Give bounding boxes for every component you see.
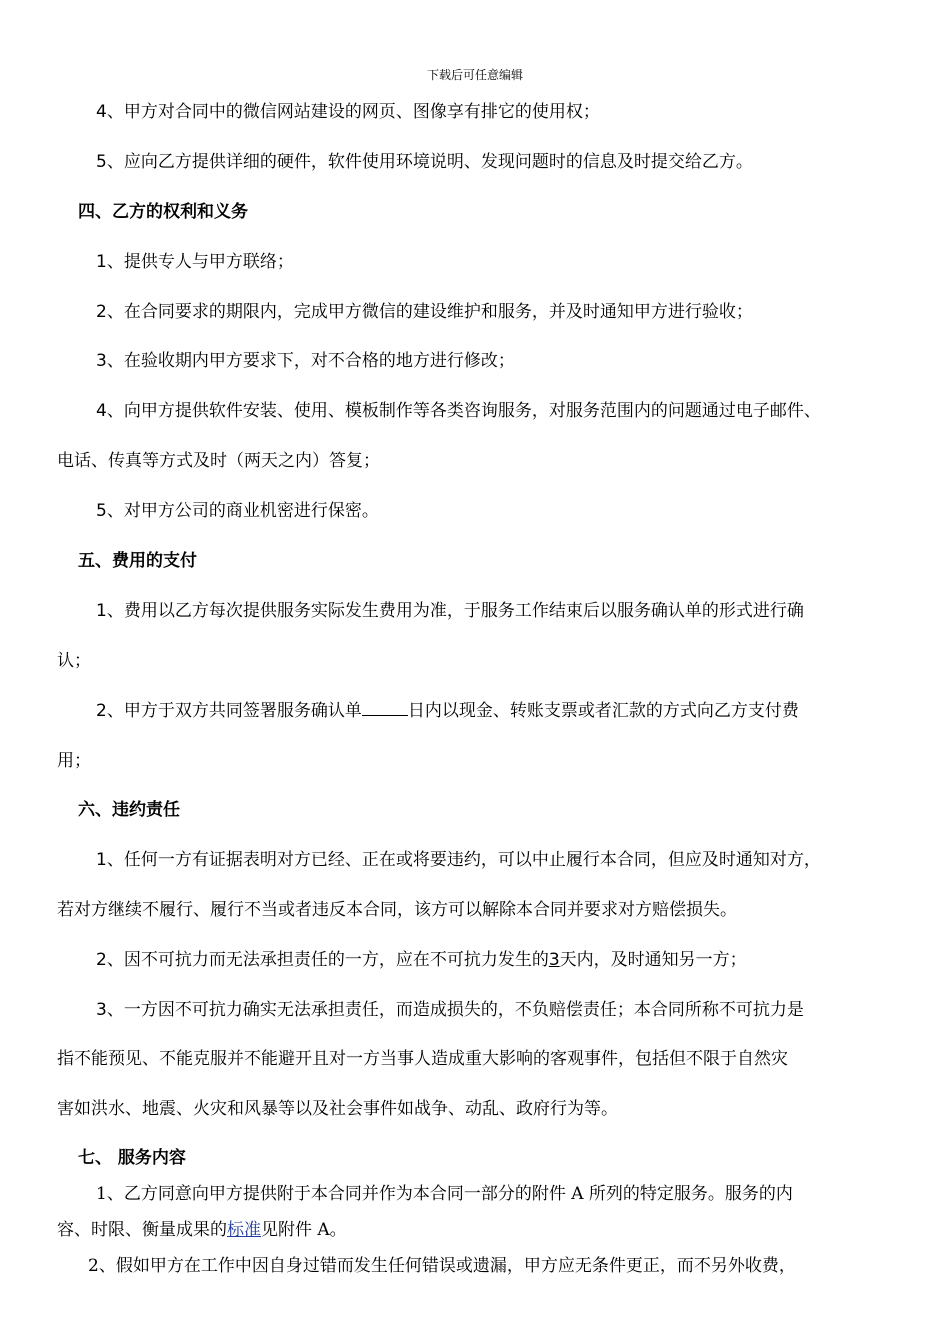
clause-4-4-line2: 电话、传真等方式及时（两天之内）答复； — [57, 451, 380, 471]
clause-6-2 — [96, 948, 747, 972]
clause-7-1-line1: 1、乙方同意向甲方提供附于本合同并作为本合同一部分的附件 A 所列的特定服务。服务的内 — [96, 1184, 793, 1204]
clause-6-1-line2: 若对方继续不履行、履行不当或者违反本合同，该方可以解除本合同并要求对方赔偿损失。 — [57, 900, 737, 920]
clause-6-3-line2: 指不能预见、不能克服并不能避开且对一方当事人造成重大影响的客观事件，包括但不限于自然灾 — [57, 1049, 788, 1069]
section-4-heading: 四、乙方的权利和义务 — [78, 202, 248, 222]
clause-6-3-line3: 害如洪水、地震、火灾和风暴等以及社会事件如战争、动乱、政府行为等。 — [57, 1099, 618, 1119]
section-6-heading: 六、违约责任 — [78, 800, 180, 820]
clause-4-1: 1、提供专人与甲方联络； — [96, 252, 294, 272]
clause-7-2: 2、假如甲方在工作中因自身过错而发生任何错误或遗漏，甲方应无条件更正，而不另外收费， — [88, 1256, 796, 1276]
section-5-heading: 五、费用的支付 — [78, 551, 197, 571]
clause-4-3: 3、在验收期内甲方要求下，对不合格的地方进行修改； — [96, 351, 515, 371]
clause-7-1-text-before: 容、时限、衡量成果的 — [57, 1220, 227, 1240]
standard-link[interactable]: 标准 — [227, 1220, 261, 1240]
clause-3-4: 4、甲方对合同中的微信网站建设的网页、图像享有排它的使用权； — [96, 102, 600, 122]
clause-6-3-line1: 3、一方因不可抗力确实无法承担责任，而造成损失的，不负赔偿责任；本合同所称不可抗力是 — [96, 1000, 804, 1020]
days-blank-field — [362, 699, 408, 716]
clause-5-1-line1: 1、费用以乙方每次提供服务实际发生费用为准，于服务工作结束后以服务确认单的形式进行确 — [96, 601, 804, 621]
clause-5-1-line2: 认； — [57, 651, 91, 671]
page-header: 下载后可任意编辑 — [426, 68, 523, 82]
clause-5-2-line2: 用； — [57, 751, 91, 771]
clause-7-1-text-after: 见附件 A。 — [261, 1220, 347, 1240]
clause-3-5: 5、应向乙方提供详细的硬件，软件使用环境说明、发现问题时的信息及时提交给乙方。 — [96, 152, 753, 172]
clause-4-4-line1: 4、向甲方提供软件安装、使用、模板制作等各类咨询服务，对服务范围内的问题通过电子邮件、 — [96, 401, 821, 421]
section-7-heading: 七、 服务内容 — [78, 1148, 186, 1168]
clause-4-5: 5、对甲方公司的商业机密进行保密。 — [96, 501, 379, 521]
clause-6-1-line1: 1、任何一方有证据表明对方已经、正在或将要违约，可以中止履行本合同，但应及时通知对方， — [96, 850, 821, 870]
clause-6-2-text-before: 2、因不可抗力而无法承担责任的一方，应在不可抗力发生的 — [96, 950, 549, 970]
clause-4-2: 2、在合同要求的期限内，完成甲方微信的建设维护和服务，并及时通知甲方进行验收； — [96, 302, 753, 322]
clause-5-2-text-after: 日内以现金、转账支票或者汇款的方式向乙方支付费 — [407, 701, 799, 721]
clause-5-2-line1 — [96, 699, 799, 723]
days-number: 3 — [548, 950, 560, 970]
clause-6-2-text-after: 天内，及时通知另一方； — [559, 950, 747, 970]
clause-7-1-line2 — [57, 1218, 347, 1242]
clause-5-2-text-before: 2、甲方于双方共同签署服务确认单 — [96, 701, 362, 721]
